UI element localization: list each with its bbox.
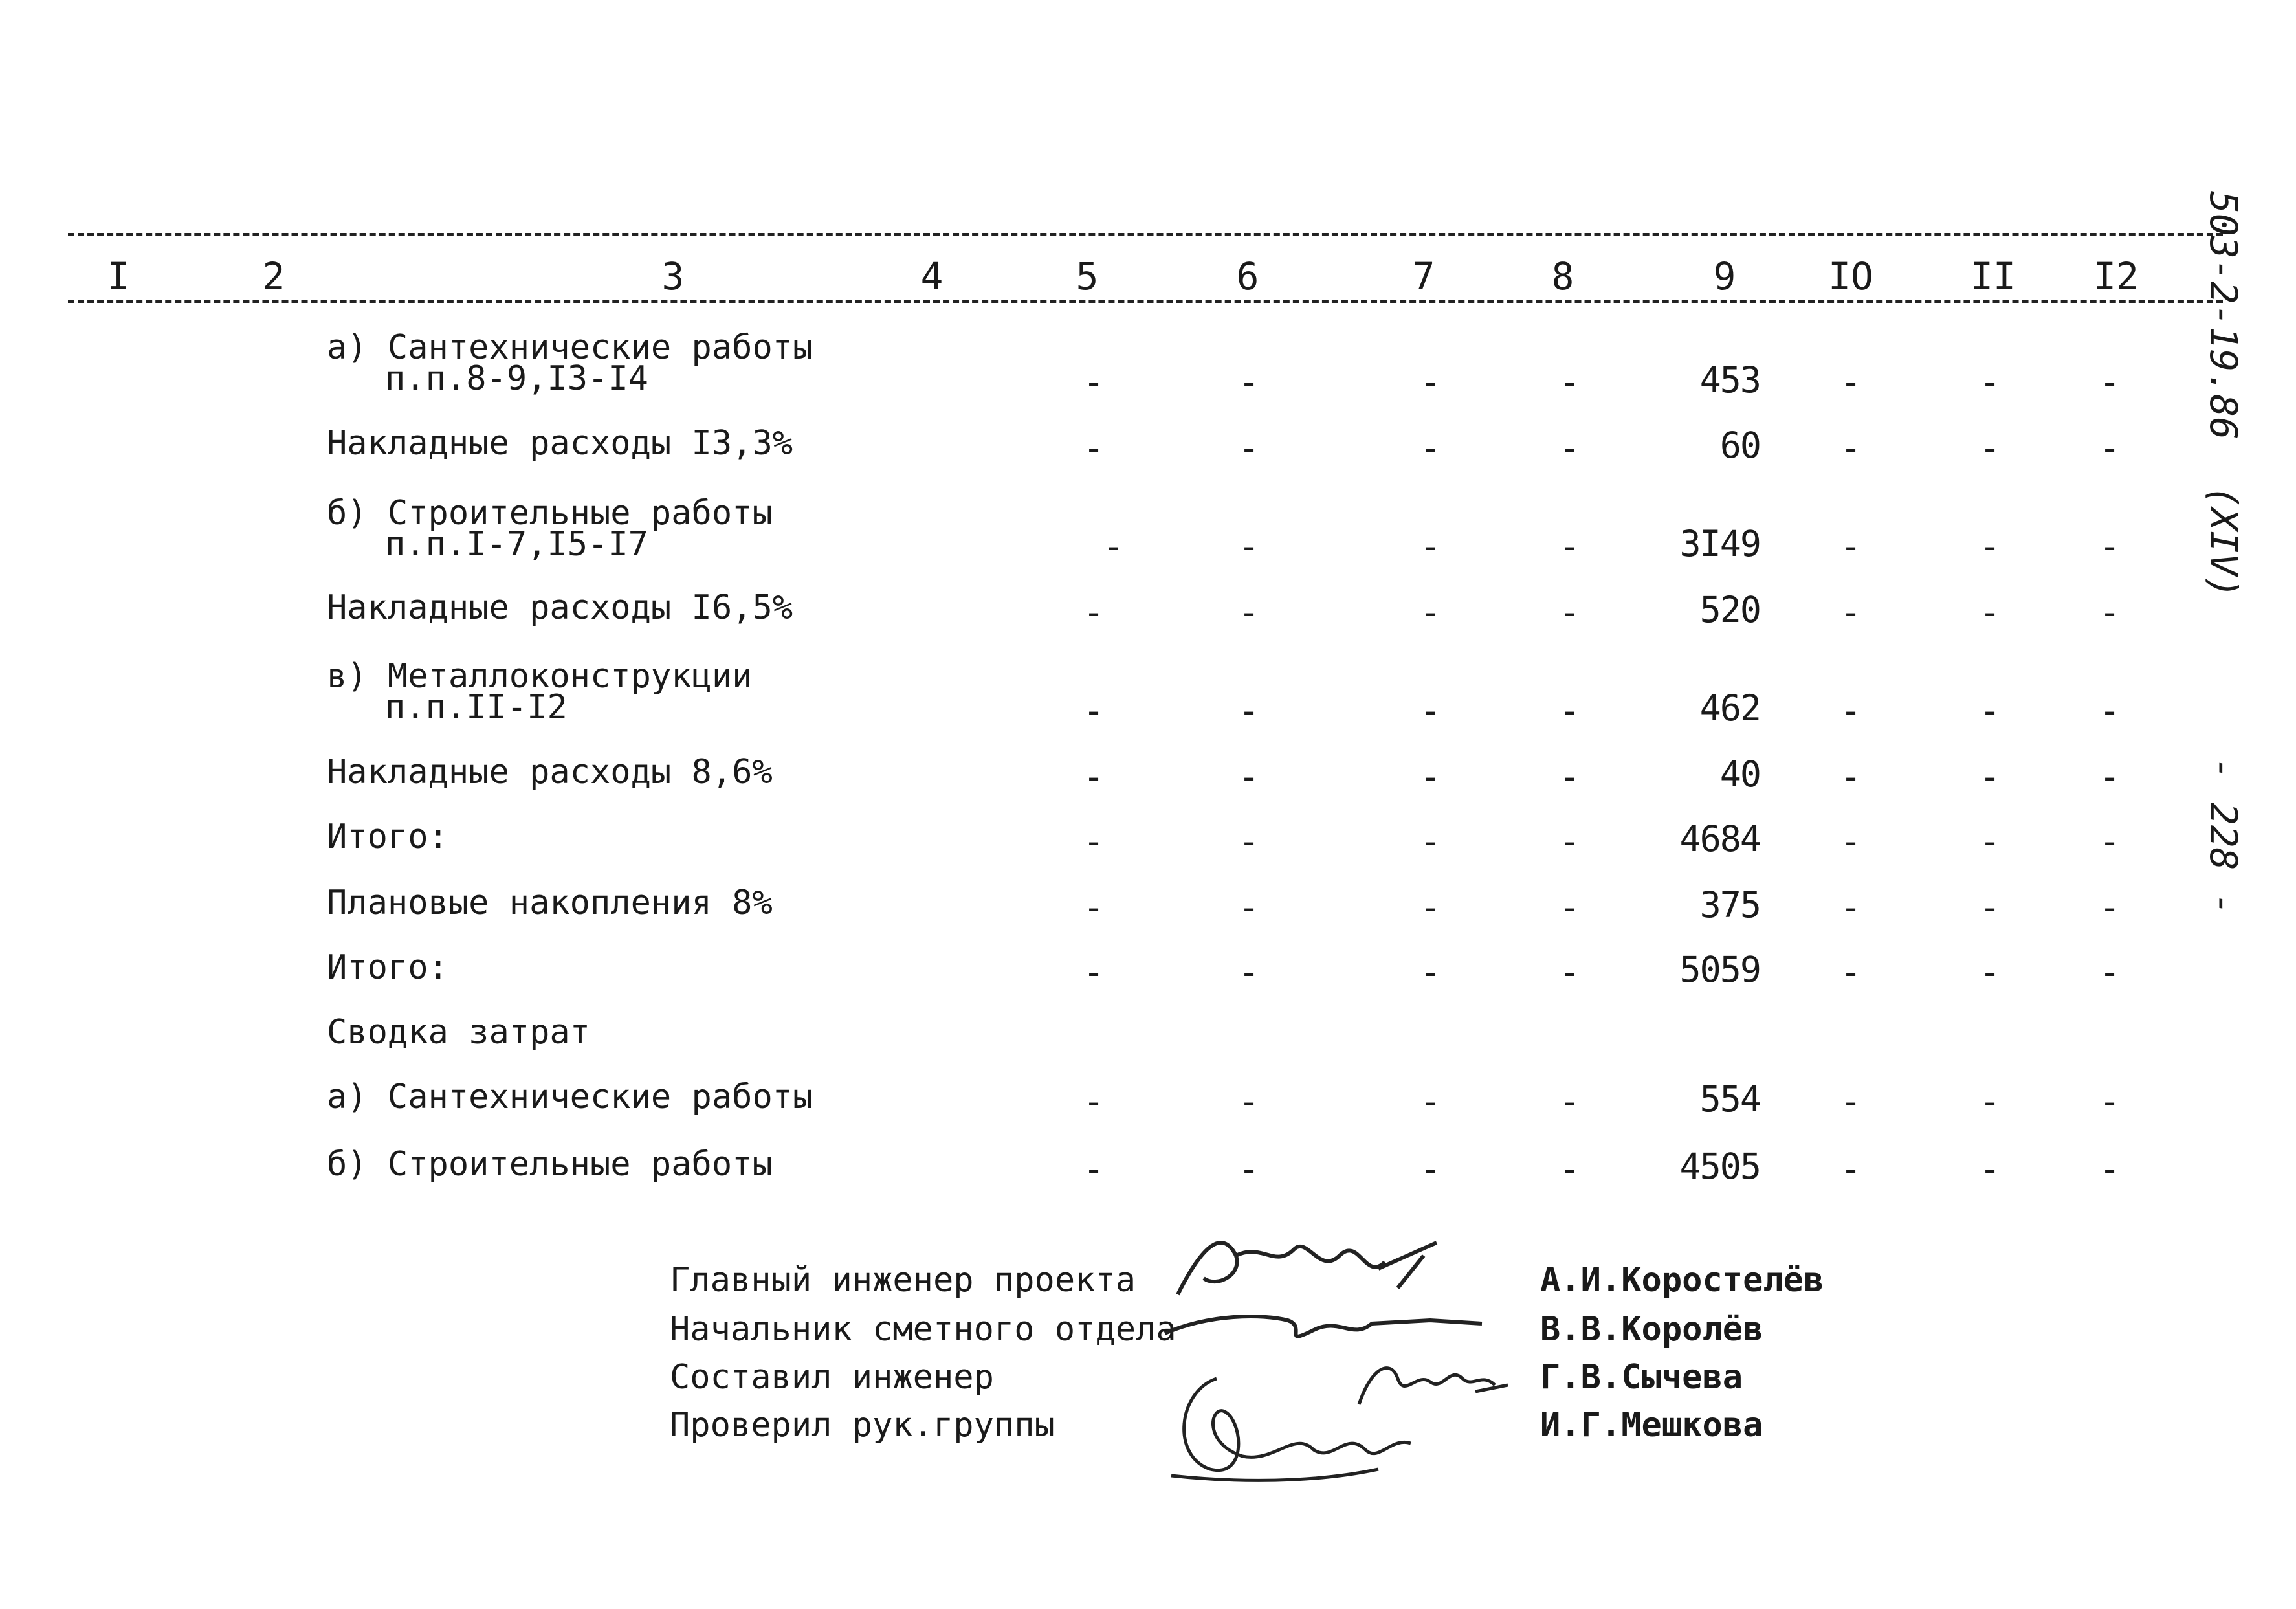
- cell-c7: -: [1419, 592, 1441, 633]
- row-label: а) Сантехнические работы: [327, 328, 813, 367]
- table-header-rule: [68, 300, 2223, 303]
- cell-c11: -: [1979, 756, 2001, 797]
- cell-c12: -: [2099, 951, 2121, 993]
- cell-c7: -: [1419, 756, 1441, 797]
- signatory-title: Составил инженер: [670, 1358, 994, 1397]
- cell-c8: -: [1558, 526, 1580, 567]
- cell-c12: -: [2099, 1148, 2121, 1190]
- row-label-sub: п.п.II-I2: [385, 688, 568, 727]
- cell-c6: -: [1238, 361, 1260, 403]
- col-header-9: 9: [1713, 254, 1736, 298]
- row-label: Накладные расходы I3,3%: [327, 424, 793, 463]
- cell-c8: -: [1558, 887, 1580, 928]
- cell-c11: -: [1979, 1081, 2001, 1122]
- signatory-title: Начальник сметного отдела: [670, 1310, 1176, 1349]
- cell-c5: -: [1083, 951, 1105, 993]
- margin-volume: (XIV): [2202, 485, 2246, 599]
- row-label: в) Металлоконструкции: [327, 657, 753, 696]
- cell-c8: -: [1558, 592, 1580, 633]
- cell-c11: -: [1979, 821, 2001, 862]
- cell-c9: 3I49: [1679, 523, 1760, 564]
- cell-c6: -: [1238, 427, 1260, 469]
- cell-c5: -: [1083, 690, 1105, 731]
- cell-c8: -: [1558, 690, 1580, 731]
- row-label: б) Строительные работы: [327, 1145, 773, 1184]
- cell-c9: 462: [1699, 687, 1760, 729]
- cell-c7: -: [1419, 887, 1441, 928]
- cell-c5: -: [1083, 1081, 1105, 1122]
- cell-c5: -: [1083, 821, 1105, 862]
- cell-c6: -: [1238, 756, 1260, 797]
- cell-c7: -: [1419, 1148, 1441, 1190]
- cell-c12: -: [2099, 821, 2121, 862]
- row-label: Накладные расходы 8,6%: [327, 753, 773, 792]
- cell-c7: -: [1419, 951, 1441, 993]
- cell-c11: -: [1979, 1148, 2001, 1190]
- margin-page-number: - 228 -: [2202, 757, 2246, 916]
- cell-c10: -: [1840, 526, 1862, 567]
- cell-c8: -: [1558, 427, 1580, 469]
- cell-c8: -: [1558, 1081, 1580, 1122]
- cell-c12: -: [2099, 887, 2121, 928]
- row-label-sub: п.п.8-9,I3-I4: [385, 359, 648, 398]
- handwritten-signature-1: [1165, 1217, 1450, 1314]
- cell-c6: -: [1238, 526, 1260, 567]
- cell-c9: 4684: [1679, 818, 1760, 860]
- cell-c8: -: [1558, 1148, 1580, 1190]
- cell-c10: -: [1840, 690, 1862, 731]
- col-header-8: 8: [1551, 254, 1574, 298]
- cell-c5: -: [1102, 526, 1124, 567]
- cell-c8: -: [1558, 821, 1580, 862]
- cell-c12: -: [2099, 526, 2121, 567]
- cell-c7: -: [1419, 526, 1441, 567]
- cell-c10: -: [1840, 427, 1862, 469]
- row-label: Плановые накопления 8%: [327, 883, 773, 922]
- cell-c10: -: [1840, 887, 1862, 928]
- section-heading: Сводка затрат: [327, 1013, 590, 1052]
- cell-c10: -: [1840, 821, 1862, 862]
- signatory-title: Главный инженер проекта: [670, 1261, 1136, 1300]
- cell-c5: -: [1083, 887, 1105, 928]
- cell-c11: -: [1979, 690, 2001, 731]
- margin-document-code: 503-2-19.86: [2202, 191, 2246, 440]
- cell-c10: -: [1840, 951, 1862, 993]
- cell-c11: -: [1979, 592, 2001, 633]
- col-header-10: IO: [1828, 254, 1873, 298]
- cell-c6: -: [1238, 1081, 1260, 1122]
- cell-c6: -: [1238, 821, 1260, 862]
- cell-c12: -: [2099, 592, 2121, 633]
- cell-c6: -: [1238, 951, 1260, 993]
- col-header-12: I2: [2093, 254, 2139, 298]
- handwritten-signature-4: [1165, 1359, 1463, 1489]
- col-header-3: 3: [661, 254, 685, 298]
- cell-c11: -: [1979, 361, 2001, 403]
- cell-c9: 520: [1699, 589, 1760, 630]
- cell-c5: -: [1083, 361, 1105, 403]
- cell-c9: 4505: [1679, 1146, 1760, 1187]
- cell-c9: 554: [1699, 1078, 1760, 1120]
- col-header-5: 5: [1076, 254, 1099, 298]
- col-header-6: 6: [1236, 254, 1259, 298]
- cell-c12: -: [2099, 361, 2121, 403]
- cell-c5: -: [1083, 427, 1105, 469]
- cell-c9: 5059: [1679, 949, 1760, 990]
- cell-c12: -: [2099, 690, 2121, 731]
- cell-c7: -: [1419, 690, 1441, 731]
- cell-c6: -: [1238, 887, 1260, 928]
- col-header-7: 7: [1412, 254, 1435, 298]
- col-header-2: 2: [262, 254, 285, 298]
- handwritten-signature-2: [1158, 1301, 1495, 1353]
- table-top-rule: [68, 233, 2223, 236]
- cell-c9: 453: [1699, 359, 1760, 401]
- col-header-4: 4: [920, 254, 944, 298]
- cell-c6: -: [1238, 690, 1260, 731]
- cell-c7: -: [1419, 427, 1441, 469]
- cell-c7: -: [1419, 361, 1441, 403]
- cell-c7: -: [1419, 821, 1441, 862]
- cell-c8: -: [1558, 361, 1580, 403]
- row-label: Накладные расходы I6,5%: [327, 588, 793, 627]
- cell-c10: -: [1840, 361, 1862, 403]
- signatory-name: А.И.Коростелёв: [1540, 1261, 1824, 1300]
- signatory-name: И.Г.Мешкова: [1540, 1406, 1763, 1445]
- cell-c8: -: [1558, 951, 1580, 993]
- cell-c11: -: [1979, 951, 2001, 993]
- cell-c7: -: [1419, 1081, 1441, 1122]
- row-label: а) Сантехнические работы: [327, 1078, 813, 1116]
- cell-c11: -: [1979, 526, 2001, 567]
- cell-c5: -: [1083, 1148, 1105, 1190]
- cell-c10: -: [1840, 1081, 1862, 1122]
- cell-c6: -: [1238, 1148, 1260, 1190]
- row-label: Итого:: [327, 948, 448, 987]
- cell-c9: 60: [1719, 425, 1760, 466]
- row-label-sub: п.п.I-7,I5-I7: [385, 525, 648, 564]
- cell-c12: -: [2099, 756, 2121, 797]
- col-header-11: II: [1970, 254, 2016, 298]
- cell-c8: -: [1558, 756, 1580, 797]
- cell-c6: -: [1238, 592, 1260, 633]
- cell-c9: 40: [1719, 753, 1760, 795]
- cell-c10: -: [1840, 756, 1862, 797]
- signatory-name: Г.В.Сычева: [1540, 1358, 1743, 1397]
- row-label: б) Строительные работы: [327, 494, 773, 533]
- cell-c5: -: [1083, 756, 1105, 797]
- row-label: Итого:: [327, 817, 448, 856]
- signatory-title: Проверил рук.группы: [670, 1406, 1055, 1445]
- cell-c9: 375: [1699, 884, 1760, 926]
- cell-c10: -: [1840, 592, 1862, 633]
- cell-c12: -: [2099, 1081, 2121, 1122]
- signatory-name: В.В.Королёв: [1540, 1310, 1763, 1349]
- cell-c11: -: [1979, 427, 2001, 469]
- col-header-1: I: [107, 254, 130, 298]
- cell-c10: -: [1840, 1148, 1862, 1190]
- cell-c12: -: [2099, 427, 2121, 469]
- cell-c5: -: [1083, 592, 1105, 633]
- cell-c11: -: [1979, 887, 2001, 928]
